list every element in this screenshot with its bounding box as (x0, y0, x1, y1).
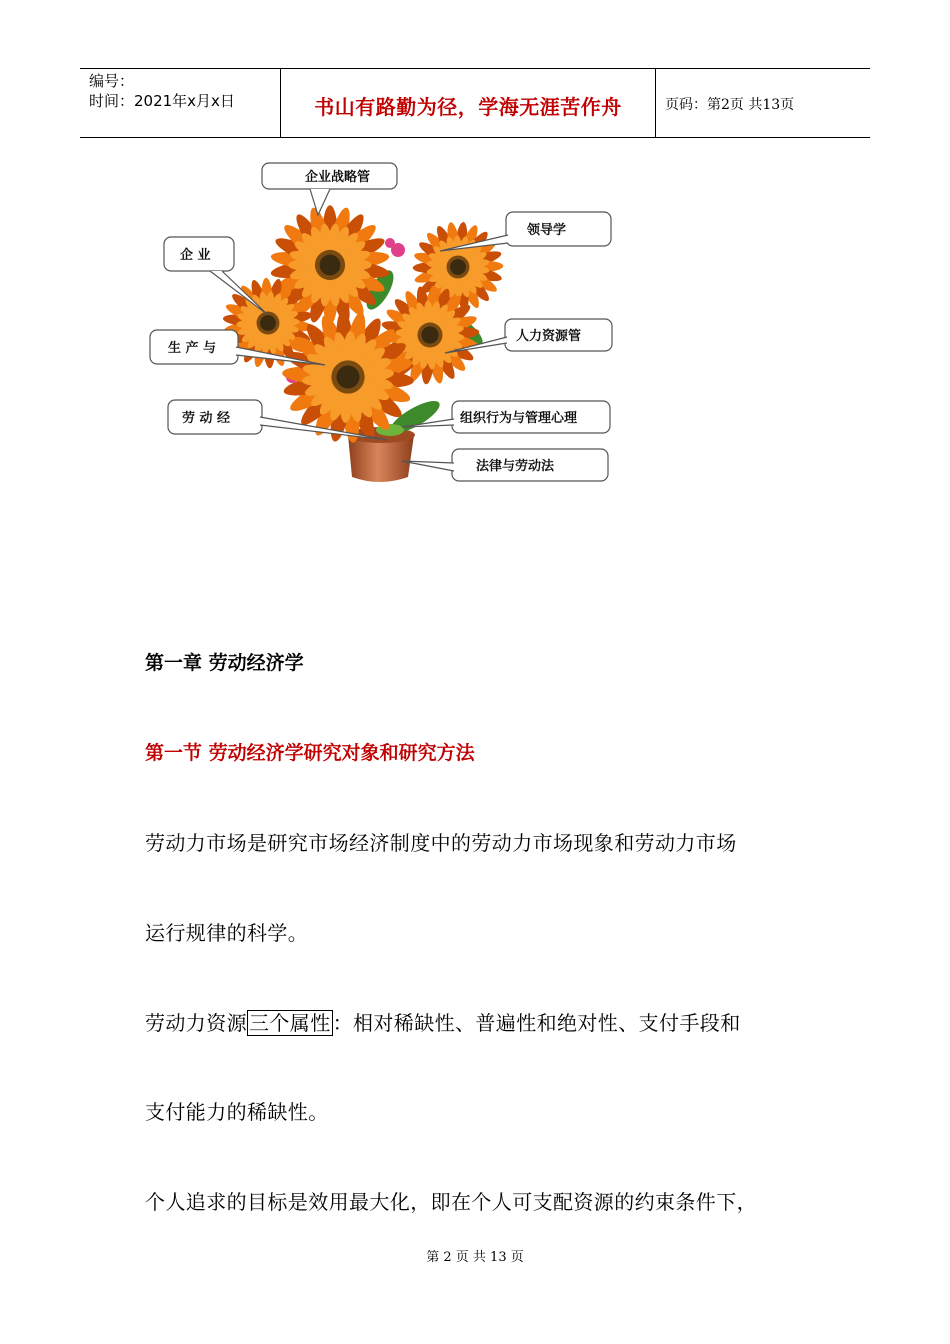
flower-illustration (140, 155, 630, 495)
label-law: 法律与劳动法 (476, 459, 555, 474)
boxed-term: 三个属性 (249, 1011, 331, 1035)
label-production: 生 产 与 (168, 341, 217, 356)
callout-law (402, 449, 608, 481)
label-strategy: 企业战略管 (305, 170, 371, 185)
callout-enterprise (164, 237, 268, 315)
paragraph-line: 运行规律的科学。 (145, 921, 309, 945)
header-motto-cell (281, 69, 656, 137)
page-footer: 第 2 页 共 13 页 (426, 1250, 524, 1265)
label-org-behavior: 组织行为与管理心理 (460, 411, 578, 426)
paragraph-line: 劳动力市场是研究市场经济制度中的劳动力市场现象和劳动力市场 (145, 831, 737, 855)
paragraph-text: ：相对稀缺性、普遍性和绝对性、支付手段和 (332, 1011, 741, 1035)
time-label: 时间：2021年x月x日 (89, 92, 235, 110)
label-hr: 人力资源管 (516, 329, 582, 344)
header-meta-cell (80, 69, 281, 137)
paragraph-line (145, 1007, 741, 1036)
section-title: 第一节 劳动经济学研究对象和研究方法 (145, 742, 475, 764)
label-enterprise: 企 业 (180, 248, 211, 263)
paragraph-line: 支付能力的稀缺性。 (145, 1100, 329, 1124)
label-labor-econ: 劳 动 经 (182, 411, 231, 426)
flower-diagram (140, 155, 630, 495)
chapter-title: 第一章 劳动经济学 (145, 652, 304, 674)
paragraph-line: 个人追求的目标是效用最大化，即在个人可支配资源的约束条件下， (145, 1190, 757, 1214)
header-page-cell (656, 69, 870, 137)
paragraph-text: 劳动力资源 (145, 1011, 247, 1035)
number-label: 编号： (89, 72, 135, 90)
label-leadership: 领导学 (527, 223, 567, 238)
page-info: 页码：第2页 共13页 (665, 97, 795, 113)
page-header (80, 68, 870, 138)
motto: 书山有路勤为径，学海无涯苦作舟 (314, 95, 622, 119)
